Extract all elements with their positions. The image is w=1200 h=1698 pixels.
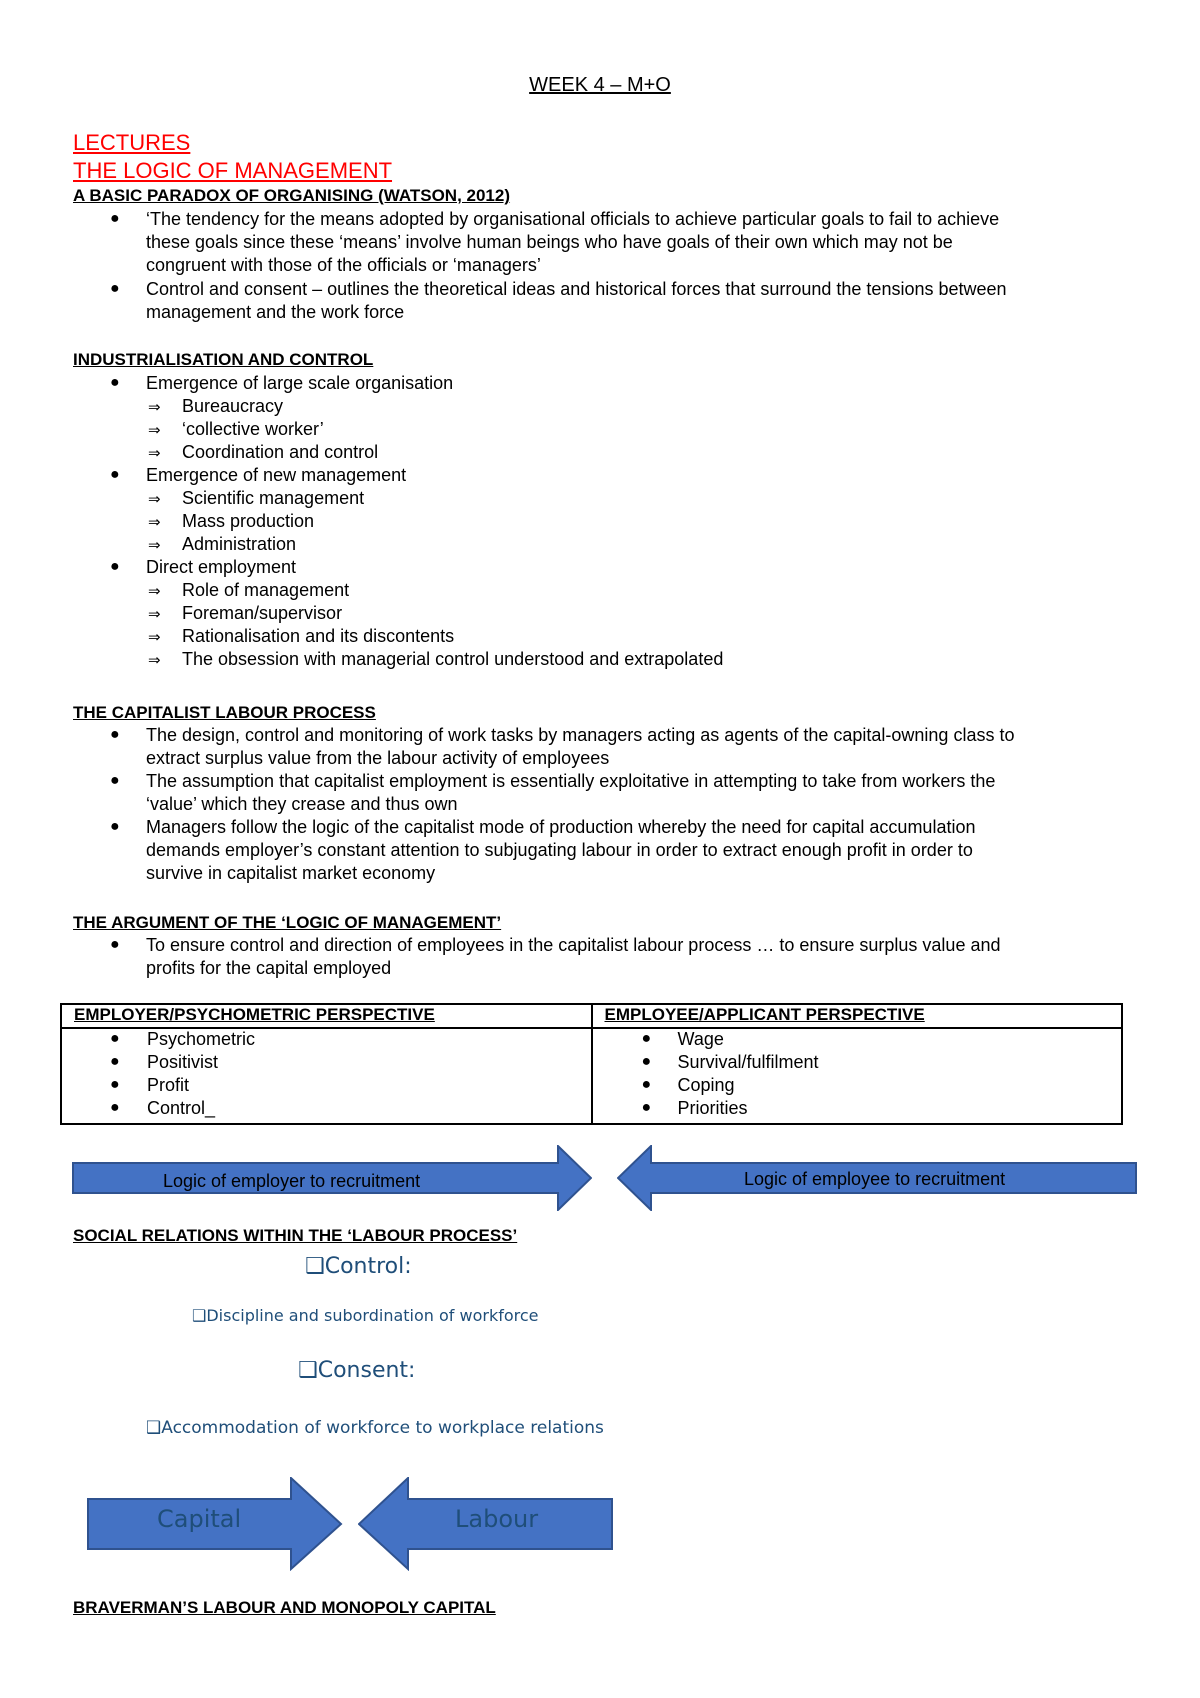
list-item: Profit — [147, 1075, 190, 1095]
list-item: Psychometric — [147, 1029, 256, 1049]
bullet-icon: ● — [110, 1099, 120, 1116]
capitalist-bullet-2: The assumption that capitalist employment is essentially exploitative in attempting to take from workers the ‘value’ which they crease and thus own — [146, 771, 996, 815]
arrow-bullet-icon: ⇒ — [148, 583, 161, 600]
capitalist-bullet-1: The design, control and monitoring of work tasks by managers acting as agents of the capital-owning class to extract surplus value from the labour activity of employees — [146, 725, 1015, 769]
list-item: Wage — [677, 1029, 724, 1049]
arrow-bullet-icon: ⇒ — [148, 399, 161, 416]
bullet-icon: ● — [110, 374, 120, 391]
list-item: Survival/fulfilment — [677, 1052, 819, 1072]
bullet-icon: ● — [110, 1076, 120, 1093]
bullet-icon: ● — [110, 280, 120, 297]
bullet-icon: ● — [641, 1099, 652, 1116]
employee-items-cell — [592, 1028, 1123, 1124]
list-item: The obsession with managerial control understood and extrapolated — [182, 649, 724, 669]
capital-label: Capital — [157, 1505, 242, 1533]
labour-label: Labour — [455, 1505, 539, 1533]
capitalist-bullet-3: Managers follow the logic of the capitalist mode of production whereby the need for capital accumulation demands employer’s constant attention to subjugating labour in order to extract enough profit in order to survive in capitalist market economy — [146, 817, 976, 884]
industrialisation-group-2: Emergence of new management — [146, 465, 407, 485]
bullet-icon: ● — [110, 818, 120, 835]
industrialisation-group-1: Emergence of large scale organisation — [146, 373, 454, 393]
list-item: Coordination and control — [182, 442, 379, 462]
list-item: Scientific management — [182, 488, 365, 508]
page-title: WEEK 4 – M+O — [529, 74, 671, 96]
braverman-heading: BRAVERMAN’S LABOUR AND MONOPOLY CAPITAL — [73, 1598, 496, 1617]
arrow-bullet-icon: ⇒ — [148, 652, 161, 669]
consent-label: ❑Consent: — [298, 1358, 416, 1383]
paradox-bullet-1: ‘The tendency for the means adopted by organisational officials to achieve particular goals to fail to achieve these goals since these ‘means’ involve human beings who have goals of their own which may not be congruent with those of the officials or ‘managers’ — [146, 209, 1000, 276]
list-item: Mass production — [182, 511, 315, 531]
bullet-icon: ● — [110, 1053, 120, 1070]
lectures-heading: LECTURES — [73, 130, 191, 155]
arrow-bullet-icon: ⇒ — [148, 606, 161, 623]
arrow-bullet-icon: ⇒ — [148, 445, 161, 462]
list-item: Administration — [182, 534, 297, 554]
bullet-icon: ● — [641, 1053, 652, 1070]
bullet-icon: ● — [110, 466, 120, 483]
bullet-icon: ● — [110, 210, 120, 227]
arrow-bullet-icon: ⇒ — [148, 422, 161, 439]
argument-heading: THE ARGUMENT OF THE ‘LOGIC OF MANAGEMENT’ — [73, 913, 502, 932]
bullet-icon: ● — [110, 558, 120, 575]
list-item: Role of management — [182, 580, 350, 600]
employee-logic-label: Logic of employee to recruitment — [744, 1169, 1006, 1189]
industrialisation-group-3: Direct employment — [146, 557, 297, 577]
social-relations-heading: SOCIAL RELATIONS WITHIN THE ‘LABOUR PROCESS’ — [73, 1226, 518, 1245]
arrow-bullet-icon: ⇒ — [148, 629, 161, 646]
argument-bullet-1: To ensure control and direction of employees in the capitalist labour process … to ensure surplus value and profits for the capital employed — [146, 935, 1001, 979]
perspective-table — [60, 1003, 1123, 1125]
control-description: ❑Discipline and subordination of workforce — [192, 1306, 539, 1325]
capitalist-labour-heading: THE CAPITALIST LABOUR PROCESS — [73, 703, 376, 722]
logic-of-management-heading: THE LOGIC OF MANAGEMENT — [73, 158, 393, 183]
list-item: Coping — [677, 1075, 735, 1095]
employee-column-header: EMPLOYEE/APPLICANT PERSPECTIVE — [592, 1004, 1123, 1028]
bullet-icon: ● — [110, 1030, 120, 1047]
paradox-heading: A BASIC PARADOX OF ORGANISING (WATSON, 2012) — [73, 186, 511, 205]
paradox-bullet-2: Control and consent – outlines the theoretical ideas and historical forces that surround the tensions between management and the work force — [146, 279, 1007, 323]
bullet-icon: ● — [641, 1076, 652, 1093]
list-item: Foreman/supervisor — [182, 603, 343, 623]
employer-items-cell — [61, 1028, 592, 1124]
list-item: Positivist — [147, 1052, 219, 1072]
arrow-bullet-icon: ⇒ — [148, 514, 161, 531]
employer-column-header: EMPLOYER/PSYCHOMETRIC PERSPECTIVE — [61, 1004, 592, 1028]
list-item: Rationalisation and its discontents — [182, 626, 455, 646]
employer-logic-label: Logic of employer to recruitment — [163, 1171, 421, 1191]
list-item: Priorities — [677, 1098, 748, 1118]
consent-description: ❑Accommodation of workforce to workplace relations — [146, 1418, 604, 1438]
arrow-bullet-icon: ⇒ — [148, 491, 161, 508]
bullet-icon: ● — [110, 726, 120, 743]
industrialisation-heading: INDUSTRIALISATION AND CONTROL — [73, 350, 374, 369]
list-item: ‘collective worker’ — [182, 419, 324, 439]
bullet-icon: ● — [110, 936, 120, 953]
control-label: ❑Control: — [305, 1254, 412, 1279]
bullet-icon: ● — [641, 1030, 652, 1047]
bullet-icon: ● — [110, 772, 120, 789]
arrow-bullet-icon: ⇒ — [148, 537, 161, 554]
list-item: Control_ — [147, 1098, 216, 1118]
list-item: Bureaucracy — [182, 396, 284, 416]
